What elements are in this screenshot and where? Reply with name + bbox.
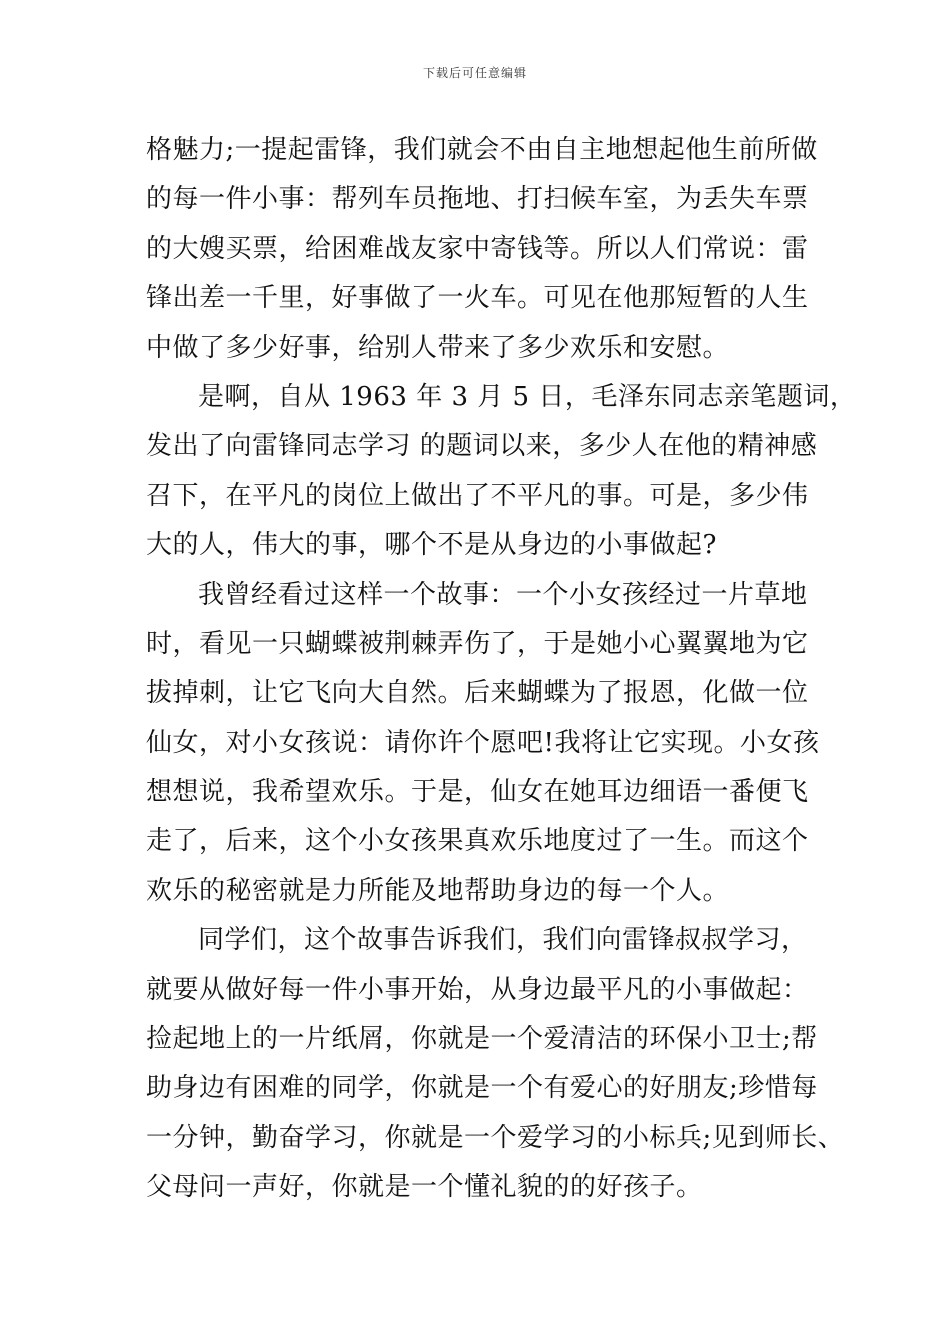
text-line: 的大嫂买票，给困难战友家中寄钱等。所以人们常说：雷 [146,233,809,264]
text-line: 召下，在平凡的岗位上做出了不平凡的事。可是，多少伟 [146,480,809,511]
text-line: 走了，后来，这个小女孩果真欢乐地度过了一生。而这个 [146,826,809,857]
text-line: 就要从做好每一件小事开始，从身边最平凡的小事做起： [146,974,809,1005]
text-line: 中做了多少好事，给别人带来了多少欢乐和安慰。 [146,332,730,363]
text-line: 大的人，伟大的事，哪个不是从身边的小事做起? [146,530,717,561]
text-line: 助身边有困难的同学，你就是一个有爱心的好朋友;珍惜每 [146,1073,818,1104]
body-text [146,126,857,1213]
text-line: 欢乐的秘密就是力所能及地帮助身边的每一个人。 [146,875,730,906]
paragraph-start-line: 同学们，这个故事告诉我们，我们向雷锋叔叔学习， [198,925,808,956]
paragraph-start-line: 我曾经看过这样一个故事：一个小女孩经过一片草地 [198,579,808,610]
text-line: 锋出差一千里，好事做了一火车。可见在他那短暂的人生 [146,283,809,314]
text-line: 捡起地上的一片纸屑，你就是一个爱清洁的环保小卫士;帮 [146,1024,818,1055]
text-line: 一分钟，勤奋学习，你就是一个爱学习的小标兵;见到师长、 [146,1122,845,1153]
text-line: 时，看见一只蝴蝶被荆棘弄伤了，于是她小心翼翼地为它 [146,628,809,659]
text-line: 拔掉刺，让它飞向大自然。后来蝴蝶为了报恩，化做一位 [146,678,809,709]
text-line: 的每一件小事：帮列车员拖地、打扫候车室，为丢失车票 [146,184,809,215]
text-line: 仙女，对小女孩说：请你许个愿吧!我将让它实现。小女孩 [146,727,820,758]
text-line: 父母问一声好，你就是一个懂礼貌的的好孩子。 [146,1172,703,1203]
text-line: 想想说，我希望欢乐。于是，仙女在她耳边细语一番便飞 [146,777,809,808]
text-line: 发出了向雷锋同志学习 的题词以来，多少人在他的精神感 [146,431,818,462]
text-line: 格魅力;一提起雷锋，我们就会不由自主地想起他生前所做 [146,135,818,165]
header-note: 下载后可任意编辑 [422,66,527,80]
paragraph-start-line: 是啊，自从 1963 年 3 月 5 日，毛泽东同志亲笔题词， [198,381,857,412]
